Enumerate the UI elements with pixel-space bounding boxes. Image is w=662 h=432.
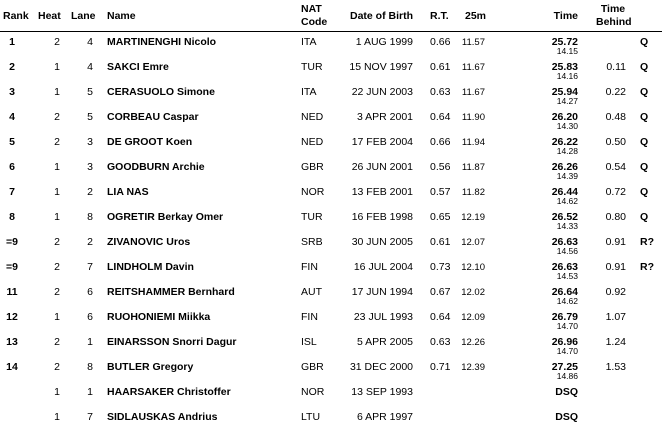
cell-time: 26.79: [551, 311, 578, 323]
cell-split25: 12.26: [461, 337, 485, 348]
cell-time: 26.22: [551, 136, 578, 148]
cell-behind: 0.11: [606, 61, 626, 73]
cell-time: 26.64: [551, 286, 578, 298]
cell-split50: 14.28: [556, 146, 578, 156]
cell-rank: 4: [9, 111, 15, 123]
cell-nat: FIN: [301, 261, 318, 273]
cell-dob: 13 SEP 1993: [351, 386, 413, 398]
cell-time: DSQ: [555, 386, 578, 398]
header-dob: Date of Birth: [350, 10, 413, 22]
table-row: [0, 82, 662, 107]
cell-behind: 1.24: [605, 336, 626, 348]
cell-split25: 11.57: [461, 37, 485, 48]
cell-dob: 1 AUG 1999: [355, 36, 413, 48]
table-row: [0, 307, 662, 332]
cell-dob: 17 FEB 2004: [351, 136, 413, 148]
cell-behind: 0.91: [605, 261, 626, 273]
cell-heat: 1: [54, 161, 60, 173]
cell-name: SAKCI Emre: [107, 61, 169, 73]
cell-dob: 15 NOV 1997: [349, 61, 413, 73]
cell-time: 26.63: [551, 261, 578, 273]
cell-qual: Q: [640, 136, 649, 148]
cell-lane: 1: [87, 336, 93, 348]
cell-behind: 1.53: [605, 361, 626, 373]
cell-qual: R?: [640, 261, 654, 273]
table-row: [0, 32, 662, 57]
table-row: [0, 382, 662, 407]
cell-split50: 14.39: [556, 171, 578, 181]
cell-split50: 14.27: [556, 96, 578, 106]
cell-time: 26.44: [551, 186, 578, 198]
cell-rank: 1: [9, 36, 15, 48]
cell-behind: 0.92: [605, 286, 626, 298]
cell-heat: 2: [54, 136, 60, 148]
header-lane: Lane: [71, 10, 96, 22]
cell-heat: 2: [54, 261, 60, 273]
table-row: [0, 182, 662, 207]
cell-rt: 0.71: [430, 361, 451, 373]
cell-split25: 11.67: [461, 87, 485, 98]
cell-name: BUTLER Gregory: [107, 361, 194, 373]
cell-rt: 0.66: [430, 36, 451, 48]
cell-rank: 11: [6, 286, 18, 298]
cell-split50: 14.86: [556, 371, 578, 381]
cell-lane: 6: [87, 286, 93, 298]
cell-split50: 14.70: [556, 321, 578, 331]
header-nat: NAT: [301, 3, 322, 15]
cell-nat: GBR: [301, 361, 324, 373]
cell-split25: 12.10: [461, 262, 485, 273]
cell-nat: NED: [301, 136, 324, 148]
cell-split50: 14.53: [556, 271, 578, 281]
cell-rt: 0.64: [430, 111, 451, 123]
cell-split25: 11.90: [461, 112, 485, 123]
header-nat-code: Code: [301, 16, 328, 28]
cell-rt: 0.66: [430, 136, 451, 148]
cell-nat: FIN: [301, 311, 318, 323]
cell-lane: 8: [87, 361, 93, 373]
cell-behind: 0.54: [605, 161, 626, 173]
cell-rt: 0.61: [430, 236, 451, 248]
cell-split25: 11.94: [461, 137, 485, 148]
cell-name: CERASUOLO Simone: [107, 86, 215, 98]
cell-dob: 30 JUN 2005: [351, 236, 413, 248]
header-heat: Heat: [38, 10, 61, 22]
table-row: [0, 157, 662, 182]
cell-time: 27.25: [551, 361, 578, 373]
cell-split50: 14.62: [556, 296, 578, 306]
cell-behind: 1.07: [605, 311, 626, 323]
cell-rt: 0.63: [430, 86, 451, 98]
header-split: 25m: [465, 10, 487, 22]
cell-name: REITSHAMMER Bernhard: [107, 286, 235, 298]
cell-nat: ITA: [301, 36, 317, 48]
cell-nat: LTU: [301, 411, 321, 423]
cell-nat: NOR: [301, 186, 325, 198]
cell-behind: 0.91: [605, 236, 626, 248]
table-row: [0, 282, 662, 307]
cell-qual: Q: [640, 36, 649, 48]
table-header: [0, 0, 662, 32]
cell-name: SIDLAUSKAS Andrius: [107, 411, 218, 423]
cell-nat: TUR: [301, 211, 323, 223]
table-row: [0, 207, 662, 232]
cell-split50: 14.30: [556, 121, 578, 131]
cell-split25: 12.07: [461, 237, 485, 248]
cell-rt: 0.67: [430, 286, 451, 298]
cell-time: 25.83: [551, 61, 578, 73]
cell-name: OGRETIR Berkay Omer: [107, 211, 224, 223]
cell-split25: 12.02: [461, 287, 485, 298]
cell-qual: Q: [640, 61, 649, 73]
cell-name: MARTINENGHI Nicolo: [107, 36, 217, 48]
cell-rank: 3: [9, 86, 15, 98]
header-behind-2: Behind: [596, 16, 632, 28]
cell-rank: 12: [6, 311, 18, 323]
cell-split50: 14.33: [556, 221, 578, 231]
cell-rank: 6: [9, 161, 15, 173]
header-time: Time: [553, 10, 578, 22]
cell-rt: 0.73: [430, 261, 451, 273]
cell-rt: 0.57: [430, 186, 451, 198]
cell-name: GOODBURN Archie: [107, 161, 205, 173]
cell-dob: 23 JUL 1993: [353, 311, 413, 323]
cell-nat: AUT: [301, 286, 322, 298]
cell-heat: 1: [54, 386, 60, 398]
cell-heat: 1: [54, 311, 60, 323]
cell-time: 26.20: [551, 111, 578, 123]
cell-lane: 4: [87, 61, 93, 73]
cell-split50: 14.15: [556, 46, 578, 56]
table-row: [0, 357, 662, 382]
header-rt: R.T.: [430, 10, 449, 22]
cell-time: 26.26: [551, 161, 578, 173]
cell-lane: 5: [87, 111, 93, 123]
cell-nat: GBR: [301, 161, 324, 173]
cell-nat: TUR: [301, 61, 323, 73]
cell-heat: 1: [54, 61, 60, 73]
cell-dob: 16 JUL 2004: [353, 261, 413, 273]
cell-rank: 7: [9, 186, 15, 198]
cell-split25: 12.19: [461, 212, 485, 223]
cell-dob: 16 FEB 1998: [351, 211, 413, 223]
cell-heat: 1: [54, 86, 60, 98]
cell-heat: 2: [54, 336, 60, 348]
cell-rank: =9: [6, 261, 18, 273]
cell-rt: 0.65: [430, 211, 451, 223]
cell-rank: 2: [9, 61, 15, 73]
header-behind: Time: [600, 3, 626, 15]
cell-lane: 2: [87, 186, 93, 198]
cell-name: HAARSAKER Christoffer: [107, 386, 231, 398]
cell-qual: Q: [640, 111, 649, 123]
cell-time: 25.72: [551, 36, 578, 48]
header-name: Name: [107, 10, 136, 22]
cell-time: 26.52: [551, 211, 578, 223]
cell-qual: R?: [640, 236, 654, 248]
cell-lane: 7: [87, 411, 93, 423]
cell-name: RUOHONIEMI Miikka: [107, 311, 211, 323]
cell-behind: 0.48: [605, 111, 626, 123]
cell-behind: 0.80: [605, 211, 626, 223]
header-rank: Rank: [3, 10, 29, 22]
cell-lane: 6: [87, 311, 93, 323]
cell-lane: 2: [87, 236, 93, 248]
cell-split50: 14.62: [556, 196, 578, 206]
cell-qual: Q: [640, 86, 649, 98]
table-row: [0, 57, 662, 82]
table-row: [0, 257, 662, 282]
cell-name: LIA NAS: [107, 186, 149, 198]
table-row: [0, 232, 662, 257]
cell-name: ZIVANOVIC Uros: [107, 236, 191, 248]
cell-rank: 8: [9, 211, 15, 223]
table-row: [0, 407, 662, 432]
cell-rank: 14: [6, 361, 18, 373]
cell-nat: NED: [301, 111, 324, 123]
cell-qual: Q: [640, 161, 649, 173]
cell-name: DE GROOT Koen: [107, 136, 193, 148]
table-row: [0, 332, 662, 357]
cell-lane: 3: [87, 161, 93, 173]
cell-heat: 2: [54, 361, 60, 373]
cell-dob: 31 DEC 2000: [349, 361, 413, 373]
cell-time: 26.63: [551, 236, 578, 248]
cell-lane: 7: [87, 261, 93, 273]
cell-split25: 12.39: [461, 362, 485, 373]
cell-heat: 2: [54, 236, 60, 248]
cell-rank: 13: [6, 336, 18, 348]
cell-name: EINARSSON Snorri Dagur: [107, 336, 237, 348]
cell-nat: SRB: [301, 236, 323, 248]
cell-split25: 12.09: [461, 312, 485, 323]
cell-dob: 17 JUN 1994: [351, 286, 413, 298]
cell-name: CORBEAU Caspar: [107, 111, 199, 123]
cell-lane: 8: [87, 211, 93, 223]
cell-rt: 0.56: [430, 161, 451, 173]
cell-qual: Q: [640, 211, 649, 223]
table-row: [0, 107, 662, 132]
cell-behind: 0.72: [605, 186, 626, 198]
cell-time: 26.96: [551, 336, 578, 348]
cell-heat: 1: [54, 186, 60, 198]
cell-dob: 26 JUN 2001: [351, 161, 413, 173]
table-row: [0, 132, 662, 157]
cell-lane: 5: [87, 86, 93, 98]
cell-behind: 0.50: [605, 136, 626, 148]
cell-rank: 5: [9, 136, 15, 148]
cell-lane: 4: [87, 36, 93, 48]
cell-split25: 11.87: [461, 162, 485, 173]
cell-split25: 11.67: [461, 62, 485, 73]
cell-dob: 6 APR 1997: [356, 411, 413, 423]
cell-lane: 1: [87, 386, 93, 398]
cell-split25: 11.82: [461, 187, 485, 198]
cell-nat: ITA: [301, 86, 317, 98]
cell-lane: 3: [87, 136, 93, 148]
cell-heat: 2: [54, 111, 60, 123]
cell-rt: 0.64: [430, 311, 451, 323]
cell-heat: 2: [54, 286, 60, 298]
cell-time: 25.94: [551, 86, 578, 98]
cell-dob: 22 JUN 2003: [351, 86, 413, 98]
cell-heat: 1: [54, 211, 60, 223]
cell-dob: 13 FEB 2001: [351, 186, 413, 198]
cell-dob: 5 APR 2005: [356, 336, 413, 348]
cell-rt: 0.63: [430, 336, 451, 348]
cell-behind: 0.22: [605, 86, 626, 98]
cell-split50: 14.56: [556, 246, 578, 256]
cell-split50: 14.70: [556, 346, 578, 356]
cell-heat: 2: [54, 36, 60, 48]
cell-rank: =9: [6, 236, 18, 248]
cell-split50: 14.16: [556, 71, 578, 81]
cell-time: DSQ: [555, 411, 578, 423]
cell-name: LINDHOLM Davin: [107, 261, 194, 273]
cell-nat: ISL: [301, 336, 317, 348]
cell-nat: NOR: [301, 386, 325, 398]
cell-dob: 3 APR 2001: [356, 111, 413, 123]
cell-rt: 0.61: [430, 61, 451, 73]
cell-qual: Q: [640, 186, 649, 198]
cell-heat: 1: [54, 411, 60, 423]
